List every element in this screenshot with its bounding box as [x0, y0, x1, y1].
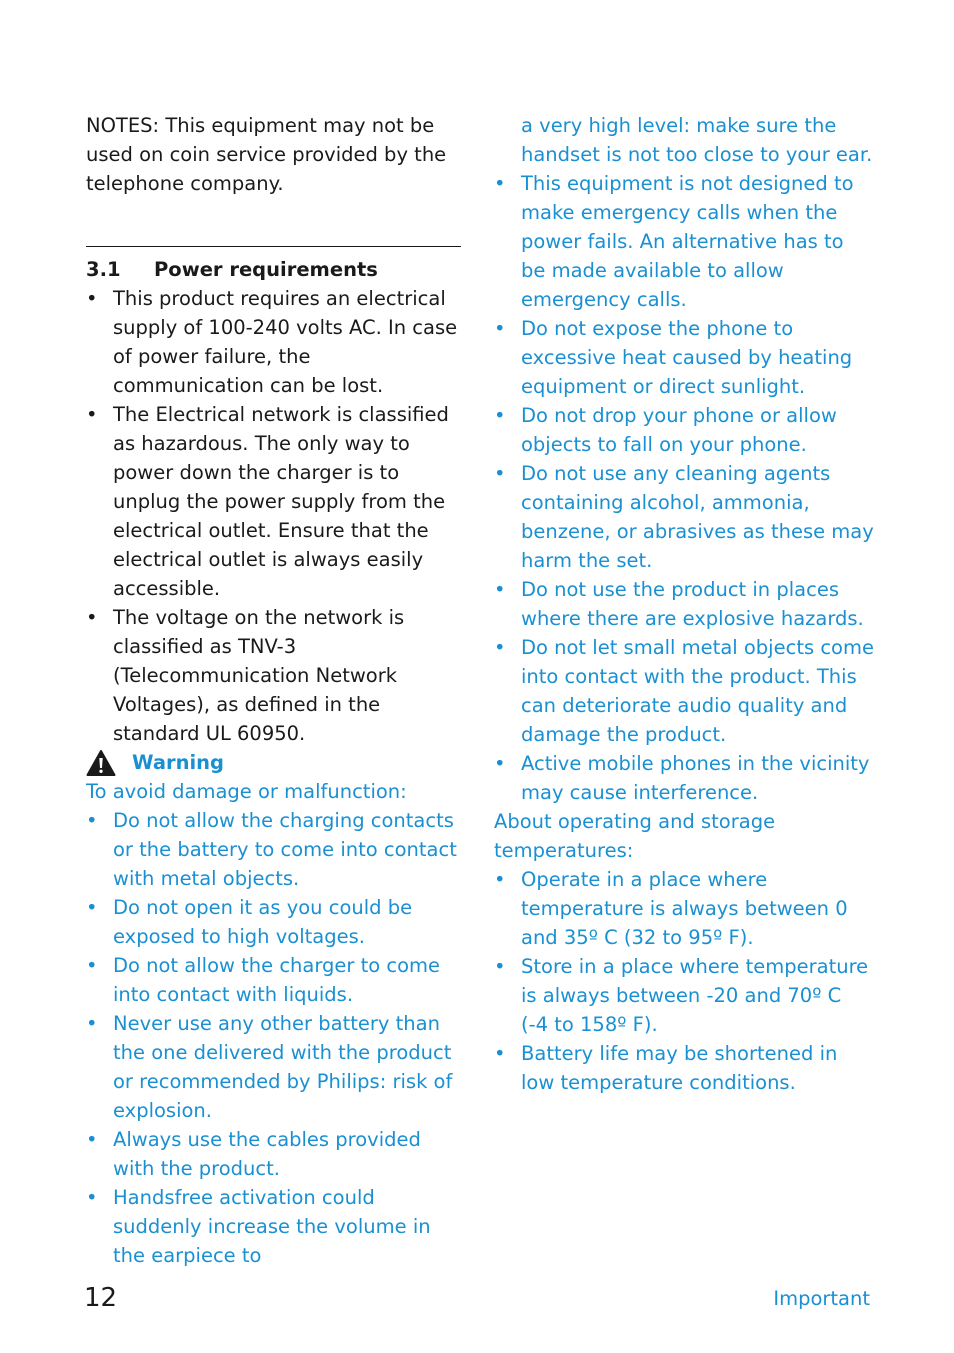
warning-list-continued [494, 169, 874, 807]
temperatures-intro: About operating and storage temperatures: [494, 810, 776, 862]
footer-section-label: Important [773, 1287, 870, 1310]
list-item: • Store in a place where temperature is always between -20 and 70º C (-4 to 158º F). [494, 952, 874, 1039]
list-item: • This product requires an electrical supply of 100-240 volts AC. In case of power failure, the communication can be lost. [86, 284, 466, 400]
notes-paragraph: NOTES: This equipment may not be used on coin service provided by the telephone company. [86, 114, 447, 195]
list-item: • Operate in a place where temperature is always between 0 and 35º C (32 to 95º F). [494, 865, 874, 952]
left-column [86, 111, 466, 1270]
warning-list [86, 806, 466, 1270]
list-item: • Battery life may be shortened in low temperature conditions. [494, 1039, 874, 1097]
list-item: • Do not drop your phone or allow objects to fall on your phone. [494, 401, 874, 459]
warning-icon [86, 749, 116, 777]
list-item: • Do not expose the phone to excessive heat caused by heating equipment or direct sunlight. [494, 314, 874, 401]
section-divider [86, 246, 461, 247]
bullet-icon: • [86, 606, 98, 629]
warning-continuation: a very high level: make sure the handset is not too close to your ear. [521, 114, 873, 166]
bullet-icon: • [494, 578, 506, 601]
bullet-icon: • [86, 809, 98, 832]
section-number: 3.1 [86, 258, 121, 281]
bullet-icon: • [86, 1012, 98, 1035]
bullet-icon: • [494, 172, 506, 195]
warning-label: Warning [132, 751, 224, 774]
list-item: • Do not allow the charging contacts or the battery to come into contact with metal objects. [86, 806, 466, 893]
bullet-icon: • [86, 1128, 98, 1151]
warning-intro: To avoid damage or malfunction: [86, 780, 407, 803]
list-item: • Handsfree activation could suddenly increase the volume in the earpiece to [86, 1183, 466, 1270]
section-title: Power requirements [154, 258, 378, 281]
bullet-icon: • [86, 954, 98, 977]
list-item: • The voltage on the network is classified as TNV-3 (Telecommunication Network Voltages), as defined in the standard UL 60950. [86, 603, 466, 748]
list-item: • Do not use the product in places where there are explosive hazards. [494, 575, 874, 633]
list-item: • Active mobile phones in the vicinity may cause interference. [494, 749, 874, 807]
bullet-icon: • [86, 1186, 98, 1209]
right-column [494, 111, 874, 1097]
bullet-icon: • [86, 403, 98, 426]
warning-heading [86, 748, 466, 777]
bullet-icon: • [494, 752, 506, 775]
list-item: • Do not let small metal objects come into contact with the product. This can deteriorate audio quality and damage the product. [494, 633, 874, 749]
list-item: • Do not allow the charger to come into contact with liquids. [86, 951, 466, 1009]
bullet-icon: • [86, 287, 98, 310]
temperatures-list [494, 865, 874, 1097]
list-item: • Do not open it as you could be exposed to high voltages. [86, 893, 466, 951]
list-item: • Do not use any cleaning agents containing alcohol, ammonia, benzene, or abrasives as these may harm the set. [494, 459, 874, 575]
bullet-icon: • [86, 896, 98, 919]
bullet-icon: • [494, 636, 506, 659]
page-number: 12 [84, 1283, 118, 1313]
section-heading [86, 255, 466, 284]
bullet-icon: • [494, 404, 506, 427]
bullet-icon: • [494, 317, 506, 340]
bullet-icon: • [494, 1042, 506, 1065]
bullet-icon: • [494, 868, 506, 891]
power-requirements-list [86, 284, 466, 748]
list-item: • This equipment is not designed to make emergency calls when the power fails. An alternative has to be made available to allow emergency calls. [494, 169, 874, 314]
bullet-icon: • [494, 955, 506, 978]
list-item: • Never use any other battery than the one delivered with the product or recommended by Philips: risk of explosion. [86, 1009, 466, 1125]
bullet-icon: • [494, 462, 506, 485]
list-item: • Always use the cables provided with the product. [86, 1125, 466, 1183]
list-item: • The Electrical network is classified as hazardous. The only way to power down the charger is to unplug the power supply from the electrical outlet. Ensure that the electrical outlet is always easily accessible. [86, 400, 466, 603]
